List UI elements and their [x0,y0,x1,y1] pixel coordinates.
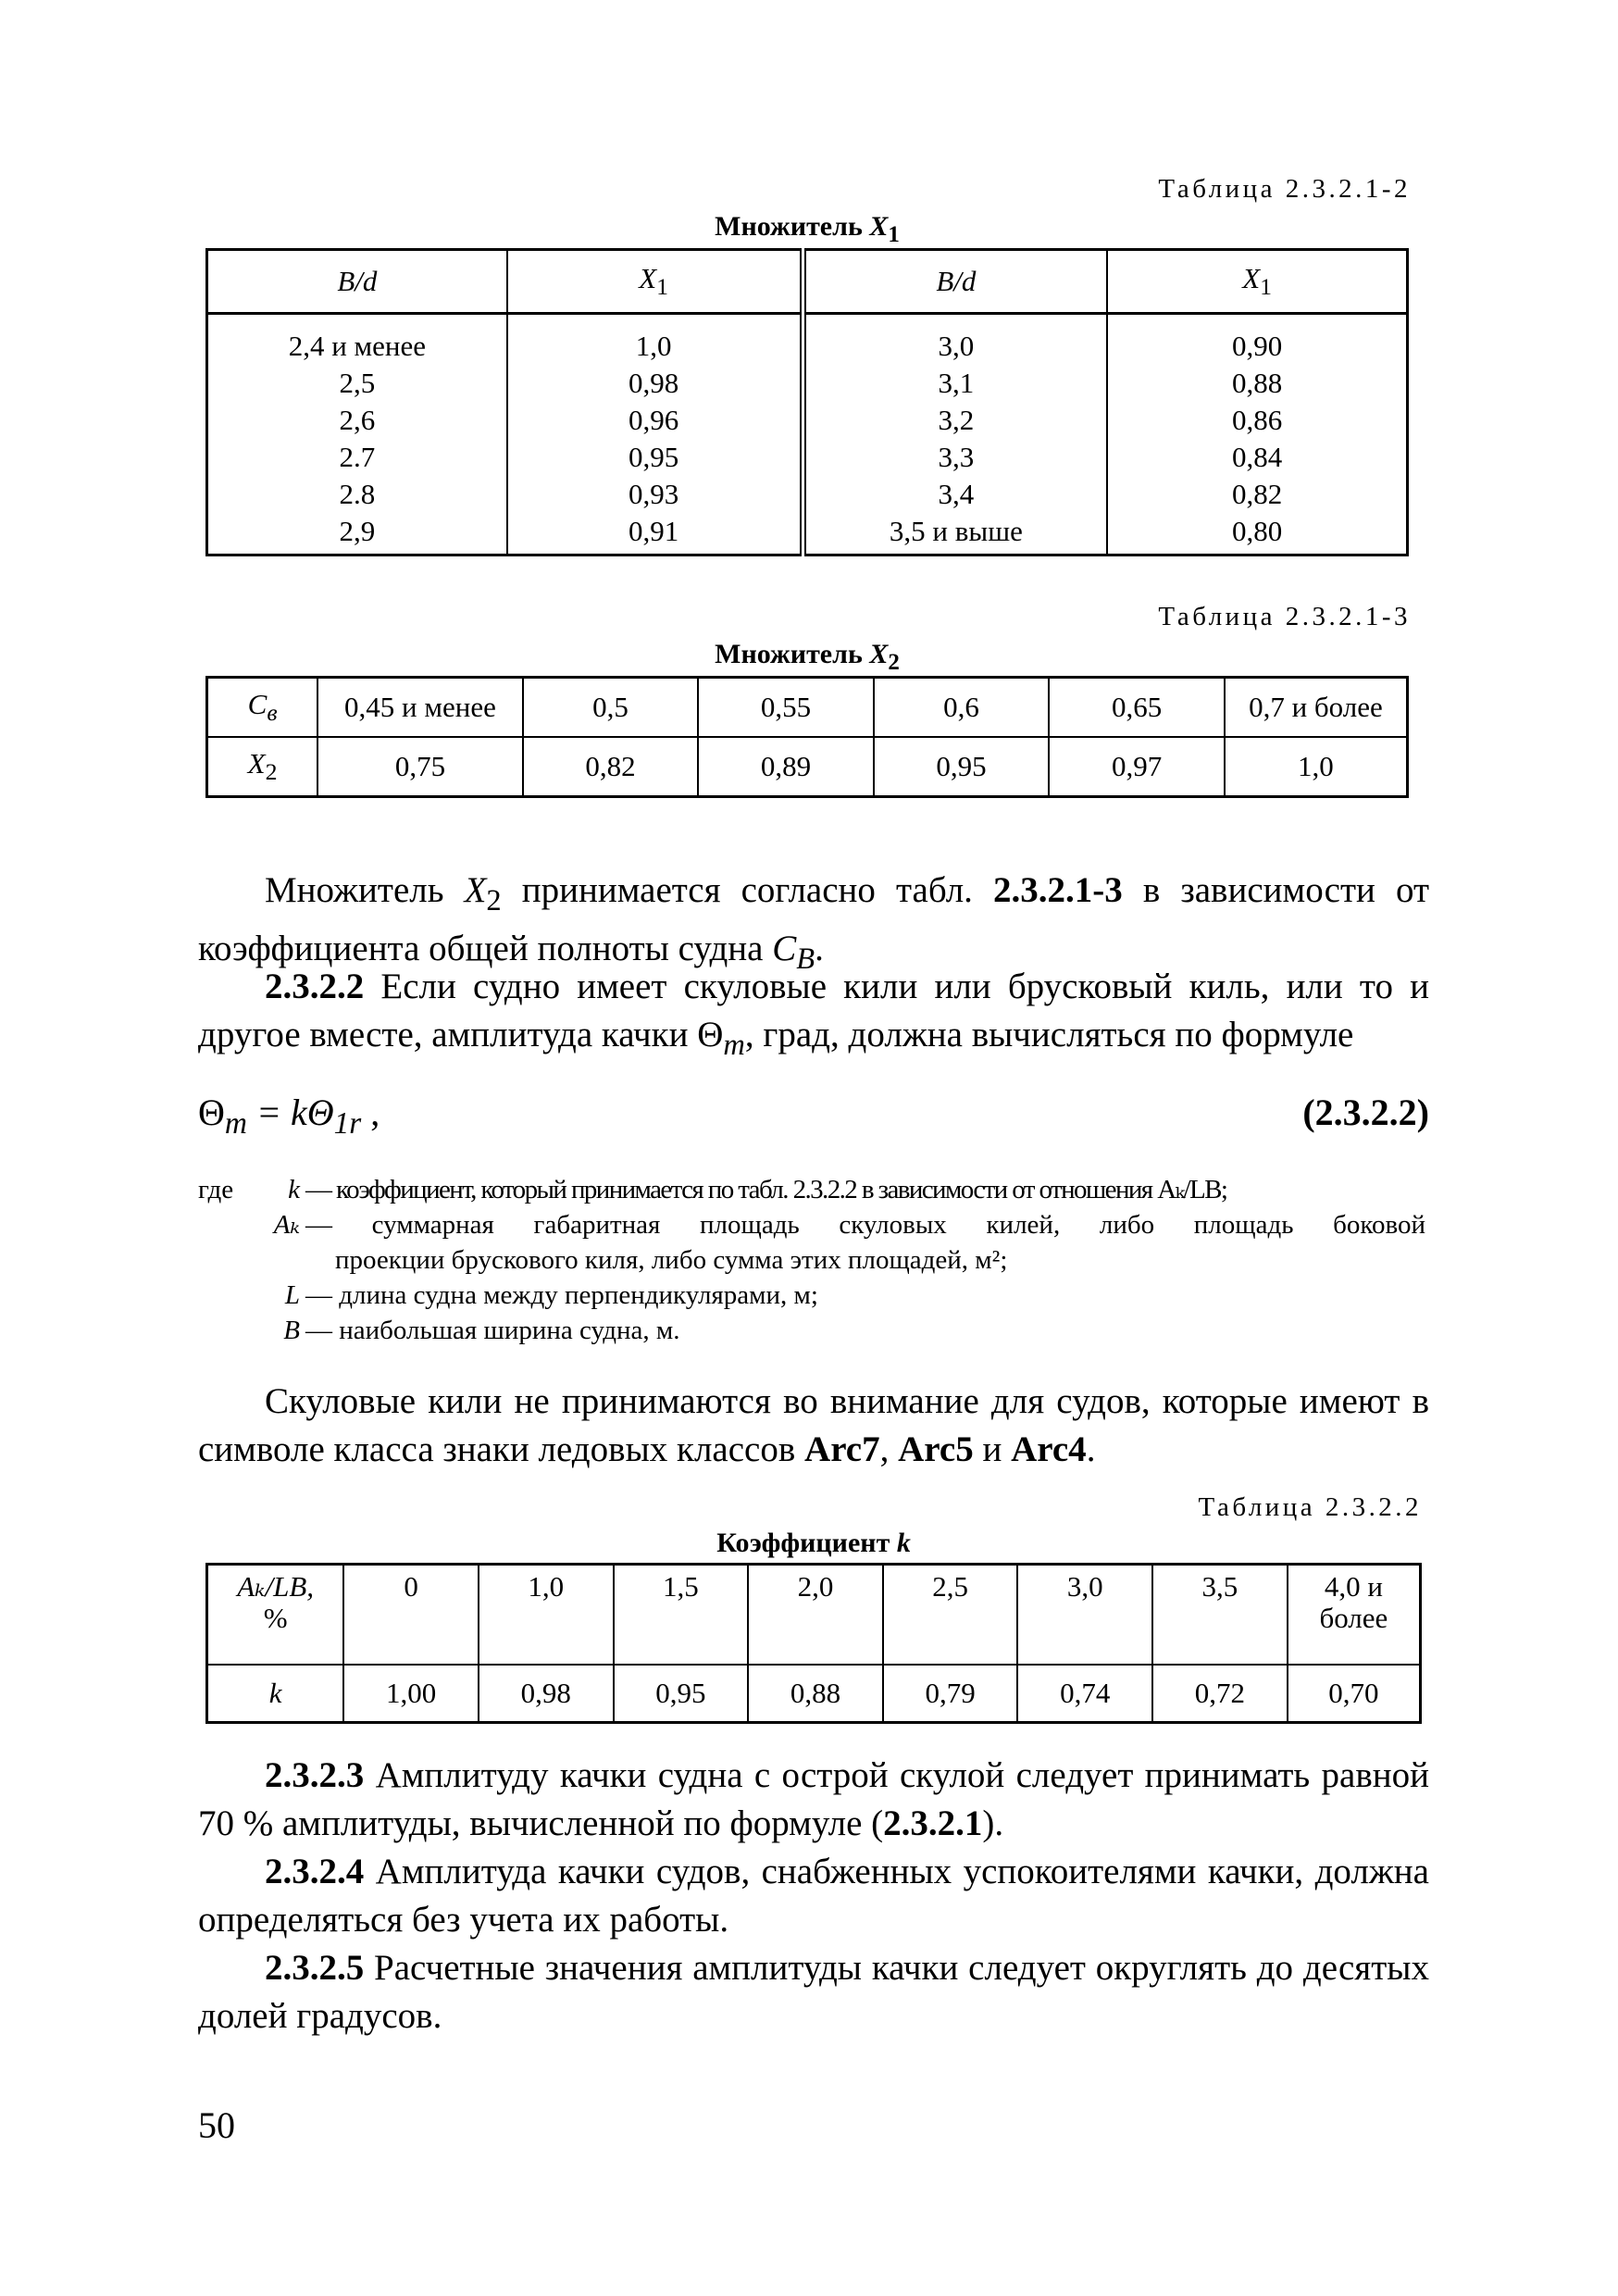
paragraph-2-3-2-5: 2.3.2.5 Расчетные значения амплитуды качки следует округлять до десятых долей градусов. [198,1948,1429,2036]
table-cell: 0,98 [479,1665,614,1723]
table1-body [207,314,1408,555]
paragraph-2-3-2-3: 2.3.2.3 Амплитуду качки судна с острой скулой следует принимать равной 70 % амплитуды, вычисленной по формуле (2.3.2.1). [198,1755,1429,1843]
table3-row-ratio [207,1565,1421,1666]
table3-label-ratio: Aₖ/LB, % [207,1565,344,1666]
table2-row-x2 [207,737,1408,797]
table-cell: 0,70 [1288,1665,1421,1723]
table1-header-row [207,250,1408,314]
table3-row-k [207,1665,1421,1723]
formula: $\Theta_m = k\Theta_{1r}$ , [198,1092,380,1141]
table-cell: 0,7 и более [1225,678,1408,738]
table-cell: 1,00 [343,1665,479,1723]
table1-header-bd-2: B/d [803,250,1107,314]
table-cell: 0,88 [748,1665,883,1723]
table-cell: 0,74 [1017,1665,1152,1723]
table2-title: Множитель $X_2$ [715,639,900,675]
table1-col-x1: 1,0 0,98 0,96 0,95 0,93 0,91 [507,314,803,555]
paragraph-multiplier-x2: Множитель $X_2$ принимается согласно табл. 2.3.2.1-3 в зависимости от коэффициента общей полноты судна $C_B$. [198,870,1430,976]
table-cell: 0,82 [523,737,699,797]
table1-title: Множитель $X_1$ [715,211,900,247]
table2-caption: Таблица 2.3.2.1-3 [1158,602,1411,631]
definitions-list [189,1172,1429,1348]
table-cell: 0,45 и менее [317,678,523,738]
table3 [205,1563,1422,1724]
table-cell: 0,55 [698,678,874,738]
table-cell: 1,0 [479,1565,614,1666]
page-number: 50 [198,2104,235,2146]
table1-col-bd: 2,4 и менее 2,5 2,6 2.7 2.8 2,9 [288,330,427,547]
table2 [205,676,1409,798]
paragraph-2-3-2-2: 2.3.2.2 Если судно имеет скуловые кили или брусковый киль, или то и другое вместе, амплитуда качки $\Theta_m$, град, должна вычисляться по формуле [198,967,1429,1062]
definition-ak: Aₖ — суммарная габаритная площадь скуловых килей, либо площадь боковой [273,1210,1425,1240]
table-cell: 3,5 [1152,1565,1288,1666]
table1 [205,248,1409,556]
table2-label-x2: $X_2$ [207,737,318,797]
paragraph-2-3-2-4: 2.3.2.4 Амплитуда качки судов, снабженных успокоителями качки, должна определяться без учета их работы. [198,1852,1429,1940]
definition-ak-cont: проекции брускового киля, либо сумма этих площадей, м²; [335,1245,1008,1275]
table-cell: 0,6 [874,678,1050,738]
table2-label-cb: $C_в$ [207,678,318,738]
table-cell: 0,97 [1049,737,1225,797]
table-cell: 0,79 [883,1665,1018,1723]
table-cell: 0,89 [698,737,874,797]
definition-l: L — длина судна между перпендикулярами, м; [284,1280,818,1310]
table-cell: 0,72 [1152,1665,1288,1723]
formula-number: (2.3.2.2) [1302,1092,1429,1133]
table-cell: 1,5 [614,1565,749,1666]
paragraph-ice-classes: Скуловые кили не принимаются во внимание для судов, которые имеют в символе класса знаки ледовых классов Arc7, Arc5 и Arc4. [198,1381,1429,1469]
definition-b: B — наибольшая ширина судна, м. [283,1316,680,1345]
table-cell: 0,65 [1049,678,1225,738]
table1-col-x1-2: 0,90 0,88 0,86 0,84 0,82 0,80 [1107,314,1407,555]
table1-header-x1: $X_1$ [507,250,803,314]
table1-col-bd-2: 3,0 3,1 3,2 3,3 3,4 3,5 и выше [803,314,1107,555]
table3-label-k: k [207,1665,344,1723]
table-cell: 0,95 [614,1665,749,1723]
table1-header-bd: B/d [207,250,507,314]
table-cell: 0 [343,1565,479,1666]
table2-row-cb [207,678,1408,738]
table1-header-x1-2: $X_1$ [1107,250,1407,314]
table-cell: 3,0 [1017,1565,1152,1666]
table3-caption: Таблица 2.3.2.2 [1198,1492,1422,1522]
table-cell: 1,0 [1225,737,1408,797]
table3-title: Коэффициент k [716,1528,911,1558]
table1-caption: Таблица 2.3.2.1-2 [1158,174,1411,204]
table-cell: 0,75 [317,737,523,797]
table-cell: 0,5 [523,678,699,738]
table-cell: 0,95 [874,737,1050,797]
table-cell: 4,0 и более [1288,1565,1421,1666]
definition-k: k — коэффициент, который принимается по табл. 2.3.2.2 в зависимости от отношения Aₖ/LB; [288,1175,1227,1204]
table-cell: 2,5 [883,1565,1018,1666]
table-cell: 2,0 [748,1565,883,1666]
definitions-where: где [198,1175,234,1204]
